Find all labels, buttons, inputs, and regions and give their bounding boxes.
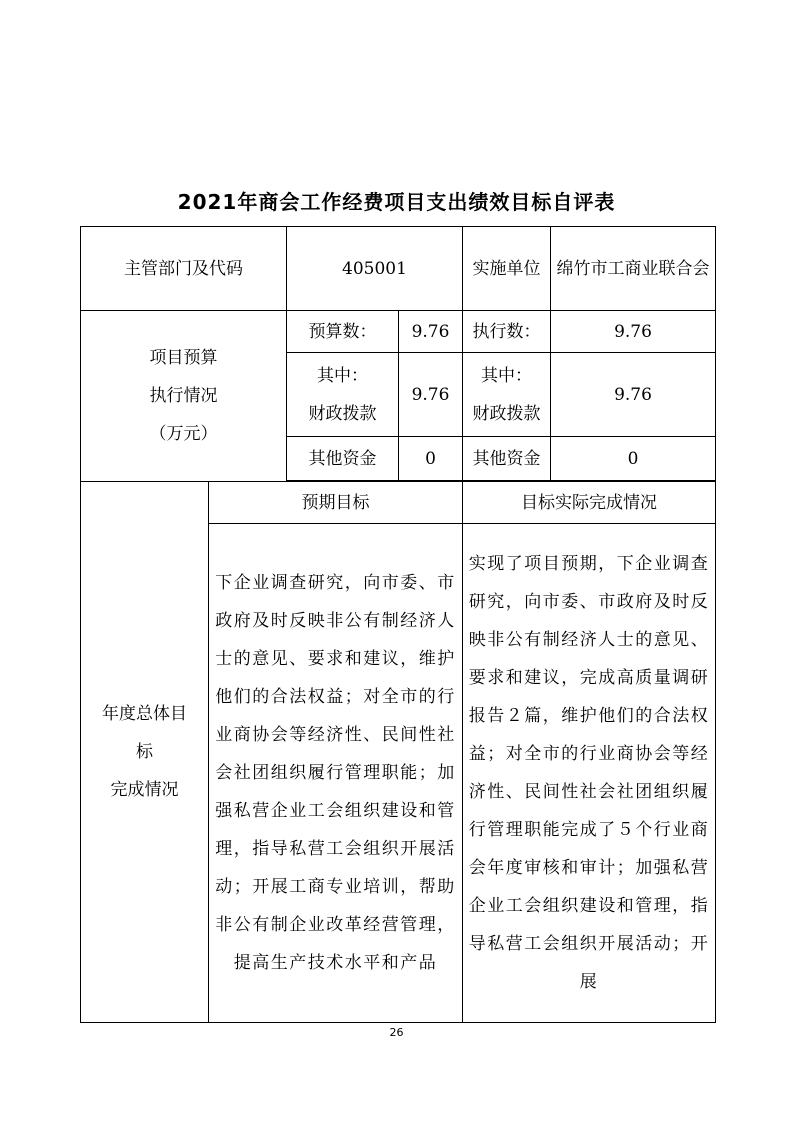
- fiscal-exec-label-line: 其中：: [481, 365, 532, 386]
- actual-text: 实现了项目预期，下企业调查研究，向市委、市政府及时反映非公有制经济人士的意见、要求和建议，完成高质量调研报告２篇，维护他们的合法权益；对全市的行业商协会等经济性、民间性社会社团组织履行管理职能完成了５个行业商会年度审核和审计；加强私营企业工会组织建设和管理，指导私营工会组织开展活动；开展: [463, 524, 716, 1023]
- budget-label: 预算数：: [287, 311, 399, 353]
- dept-row: [81, 227, 716, 311]
- goals-section-line: 完成情况: [110, 780, 179, 800]
- dept-label: 主管部门及代码: [81, 227, 287, 311]
- fiscal-exec-label: [463, 353, 551, 437]
- budget-section-line: （万元）: [149, 424, 218, 444]
- exec-label: 执行数：: [463, 311, 551, 353]
- dept-code: 405001: [287, 227, 463, 311]
- goals-section-line: 标: [136, 742, 153, 762]
- expected-header: 预期目标: [209, 482, 463, 524]
- other-label: 其他资金: [287, 437, 399, 481]
- other-budget-value: 0: [399, 437, 463, 481]
- other-exec-value: 0: [551, 437, 716, 481]
- other-exec-label: 其他资金: [463, 437, 551, 481]
- fiscal-exec-value: 9.76: [551, 353, 716, 437]
- budget-row: [81, 311, 716, 353]
- goals-section-line: 年度总体目: [102, 704, 187, 724]
- fiscal-exec-label-line: 财政拨款: [472, 403, 541, 424]
- page-number: 26: [389, 1026, 404, 1039]
- budget-section-label: [81, 311, 287, 482]
- budget-section-line: 项目预算: [149, 348, 218, 368]
- goals-section-label: [81, 482, 209, 1023]
- goals-header-row: [81, 482, 716, 524]
- fiscal-label-line: 财政拨款: [308, 403, 377, 424]
- evaluation-table: [80, 226, 716, 1023]
- budget-value: 9.76: [399, 311, 463, 353]
- fiscal-label-line: 其中：: [317, 365, 368, 386]
- fiscal-budget-value: 9.76: [399, 353, 463, 437]
- fiscal-label: [287, 353, 399, 437]
- expected-text: 下企业调查研究，向市委、市政府及时反映非公有制经济人士的意见、要求和建议，维护他们的合法权益；对全市的行业商协会等经济性、民间性社会社团组织履行管理职能；加强私营企业工会组织建设和管理，指导私营工会组织开展活动；开展工商专业培训，帮助非公有制企业改革经营管理，提高生产技术水平和产品: [209, 524, 463, 1023]
- budget-section-line: 执行情况: [149, 386, 218, 406]
- unit-value: 绵竹市工商业联合会: [551, 227, 716, 311]
- page-title: 2021年商会工作经费项目支出绩效目标自评表: [177, 190, 616, 214]
- exec-value: 9.76: [551, 311, 716, 353]
- actual-header: 目标实际完成情况: [463, 482, 716, 524]
- unit-label: 实施单位: [463, 227, 551, 311]
